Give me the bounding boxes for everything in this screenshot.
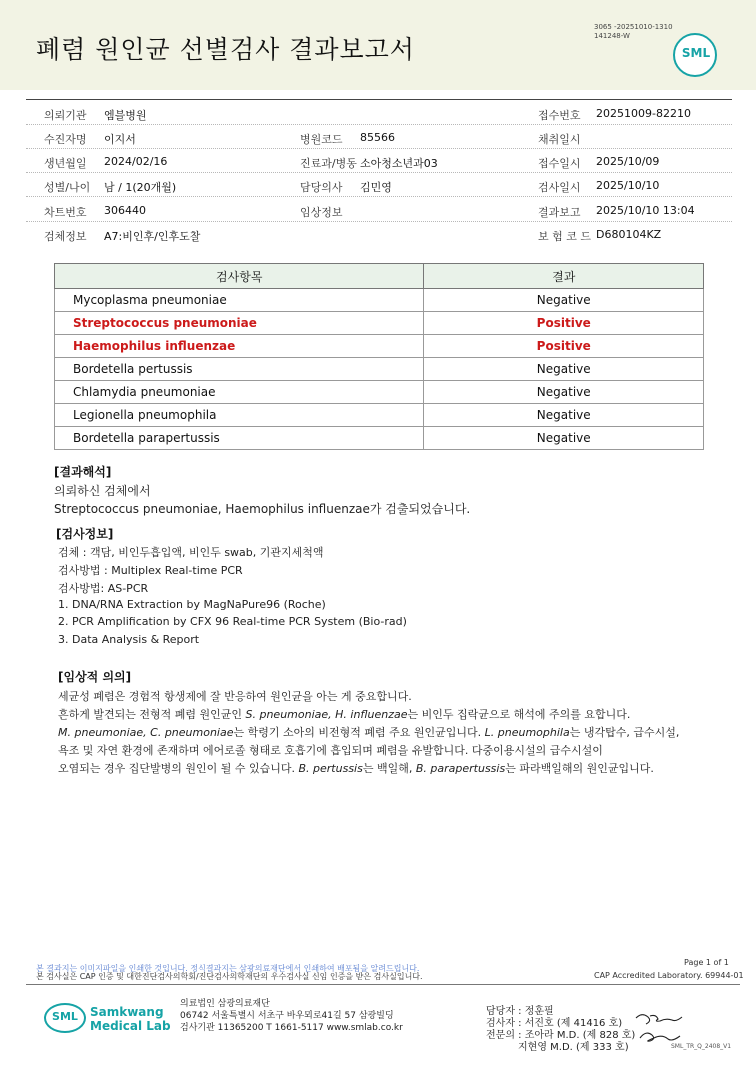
hospital-value: 엠블병원 <box>104 109 147 122</box>
test-item-name: Legionella pneumophila <box>55 404 424 427</box>
print-notice: 본 결과지는 이미지파일을 인쇄한 것입니다. 정식결과지는 삼광의료재단에서 인쇄하여 배포됨을 알려드립니다. <box>36 964 420 973</box>
report-title: 폐렴 원인균 선별검사 결과보고서 <box>36 35 415 64</box>
header-divider <box>26 99 732 100</box>
test-item-name: Bordetella pertussis <box>55 358 424 381</box>
header-test-item: 검사항목 <box>55 264 424 289</box>
report-date-label: 결과보고 <box>538 206 581 219</box>
test-result: Positive <box>424 312 704 335</box>
test-result: Negative <box>424 358 704 381</box>
test-item-name: Bordetella parapertussis <box>55 427 424 450</box>
receipt-no-value: 20251009-82210 <box>596 107 691 120</box>
species-name: B. parapertussis <box>415 762 506 775</box>
form-code: SML_TR_Q_2408_V1 <box>671 1043 732 1050</box>
staff-specialist: 전문의 : 조아라 M.D. (제 828 호) <box>486 1030 636 1041</box>
test-item-name: Mycoplasma pneumoniae <box>55 289 424 312</box>
info-divider <box>26 124 732 125</box>
sml-logo-text: SML <box>681 46 711 60</box>
header-result: 결과 <box>424 264 704 289</box>
department-value: 소아청소년과03 <box>360 157 438 170</box>
clinical-significance-title: [임상적 의의] <box>58 670 132 684</box>
specimen-value: A7:비인후/인후도찰 <box>104 230 201 243</box>
test-result: Negative <box>424 427 704 450</box>
test-info-line: 3. Data Analysis & Report <box>58 633 200 646</box>
info-divider <box>26 172 732 173</box>
table-row <box>55 381 704 404</box>
receipt-no-label: 접수번호 <box>538 109 581 122</box>
chart-no-value: 306440 <box>104 204 146 217</box>
lab-name-line2: Medical Lab <box>90 1019 171 1033</box>
staff-specialist: 지현영 M.D. (제 333 호) <box>518 1042 629 1053</box>
results-table <box>54 263 704 450</box>
birth-label: 생년월일 <box>44 157 87 170</box>
patient-name-value: 이지서 <box>104 133 136 146</box>
interpretation-title: [결과해석] <box>54 465 112 479</box>
org-address: 06742 서울특별시 서초구 바우뫼로41길 57 삼광빌딩 <box>180 1011 394 1021</box>
hospital-label: 의뢰기관 <box>44 109 87 122</box>
sex-age-value: 남 / 1(20개월) <box>104 181 177 194</box>
info-divider <box>26 196 732 197</box>
patient-name-label: 수진자명 <box>44 133 87 146</box>
species-name: L. pneumophila <box>484 726 570 739</box>
test-date-value: 2025/10/10 <box>596 179 660 192</box>
sex-age-label: 성별/나이 <box>44 181 91 194</box>
receipt-date-value: 2025/10/09 <box>596 155 660 168</box>
test-item-name: Chlamydia pneumoniae <box>55 381 424 404</box>
test-result: Positive <box>424 335 704 358</box>
document-code-line1: 3065 -20251010-1310 <box>594 23 673 31</box>
chart-no-label: 차트번호 <box>44 206 87 219</box>
hospital-code-label: 병원코드 <box>300 133 343 146</box>
test-info-line: 1. DNA/RNA Extraction by MagNaPure96 (Roche) <box>58 598 326 611</box>
doctor-label: 담당의사 <box>300 181 343 194</box>
clinical-line <box>58 706 630 722</box>
clinical-text: 는 냉각탑수, 급수시설, <box>569 726 680 739</box>
sml-footer-logo-text: SML <box>52 1010 78 1023</box>
org-contact: 검사기관 11365200 T 1661-5117 www.smlab.co.kr <box>180 1023 403 1033</box>
clinical-text: 는 파라백일해의 원인균입니다. <box>505 762 654 775</box>
info-divider <box>26 221 732 222</box>
table-row <box>55 427 704 450</box>
test-item-name: Haemophilus influenzae <box>55 335 424 358</box>
table-row <box>55 358 704 381</box>
test-info-line: 검사방법 : Multiplex Real-time PCR <box>58 564 243 577</box>
doctor-value: 김민영 <box>360 181 392 194</box>
test-info-line: 검체 : 객담, 비인두흡입액, 비인두 swab, 기관지세척액 <box>58 546 324 559</box>
department-label: 진료과/병동 <box>300 157 357 170</box>
interpretation-line: 의뢰하신 검체에서 <box>54 484 151 498</box>
test-info-title: [검사정보] <box>56 527 114 541</box>
interpretation-line: Streptococcus pneumoniae, Haemophilus influenzae가 검출되었습니다. <box>54 502 471 516</box>
report-date-value: 2025/10/10 13:04 <box>596 204 695 217</box>
insurance-code-label: 보 험 코 드 <box>538 230 591 243</box>
lab-name <box>90 1005 171 1033</box>
test-result: Negative <box>424 289 704 312</box>
results-header-row <box>55 264 704 289</box>
clinical-line: 욕조 및 자연 환경에 존재하며 에어로졸 형태로 호흡기에 흡입되며 폐렴을 유발합니다. 다중이용시설의 급수시설이 <box>58 744 603 757</box>
org-name: 의료법인 삼광의료재단 <box>180 999 270 1009</box>
test-info-line: 2. PCR Amplification by CFX 96 Real-time PCR System (Bio-rad) <box>58 615 407 628</box>
species-name: S. pneumoniae, H. influenzae <box>245 708 408 721</box>
test-item-name: Streptococcus pneumoniae <box>55 312 424 335</box>
footer-divider <box>26 984 740 985</box>
clinical-text: 는 백일해, <box>362 762 416 775</box>
species-name: B. pertussis <box>298 762 363 775</box>
collection-date-label: 채취일시 <box>538 133 581 146</box>
hospital-code-value: 85566 <box>360 131 395 144</box>
clinical-info-label: 임상정보 <box>300 206 343 219</box>
test-result: Negative <box>424 404 704 427</box>
clinical-line: 세균성 폐렴은 경험적 항생제에 잘 반응하여 원인균을 아는 게 중요합니다. <box>58 690 412 703</box>
test-info-line: 검사방법: AS-PCR <box>58 582 149 595</box>
clinical-text: 오염되는 경우 집단발병의 원인이 될 수 있습니다. <box>58 762 299 775</box>
table-row <box>55 404 704 427</box>
clinical-text: 는 학령기 소아의 비전형적 폐렴 주요 원인균입니다. <box>233 726 485 739</box>
specimen-label: 검체정보 <box>44 230 87 243</box>
staff-tester: 검사자 : 서진호 (제 41416 호) <box>486 1018 623 1029</box>
document-code-line2: 141248-W <box>594 32 630 40</box>
clinical-line <box>58 724 679 740</box>
table-row <box>55 312 704 335</box>
page-number: Page 1 of 1 <box>684 958 729 967</box>
lab-name-line1: Samkwang <box>90 1005 164 1019</box>
species-name: M. pneumoniae, C. pneumoniae <box>58 726 234 739</box>
clinical-line <box>58 760 654 776</box>
insurance-code-value: D680104KZ <box>596 228 662 241</box>
staff-in-charge: 담당자 : 정훈필 <box>486 1006 554 1017</box>
document-code <box>594 23 673 41</box>
birth-value: 2024/02/16 <box>104 155 168 168</box>
accreditation-notice: 본 검사실은 CAP 인증 및 대한진단검사의학회/진단검사의학재단의 우수검사실 신임 인증을 받은 검사실입니다. <box>36 972 423 981</box>
table-row <box>55 289 704 312</box>
signature-icon <box>632 1008 686 1048</box>
test-result: Negative <box>424 381 704 404</box>
clinical-text: 는 비인두 집락균으로 해석에 주의를 요합니다. <box>407 708 631 721</box>
info-divider <box>26 148 732 149</box>
table-row <box>55 335 704 358</box>
cap-accreditation: CAP Accredited Laboratory. 69944-01 <box>594 971 744 980</box>
clinical-text: 흔하게 발견되는 전형적 폐렴 원인균인 <box>58 708 246 721</box>
test-date-label: 검사일시 <box>538 181 581 194</box>
receipt-date-label: 접수일시 <box>538 157 581 170</box>
